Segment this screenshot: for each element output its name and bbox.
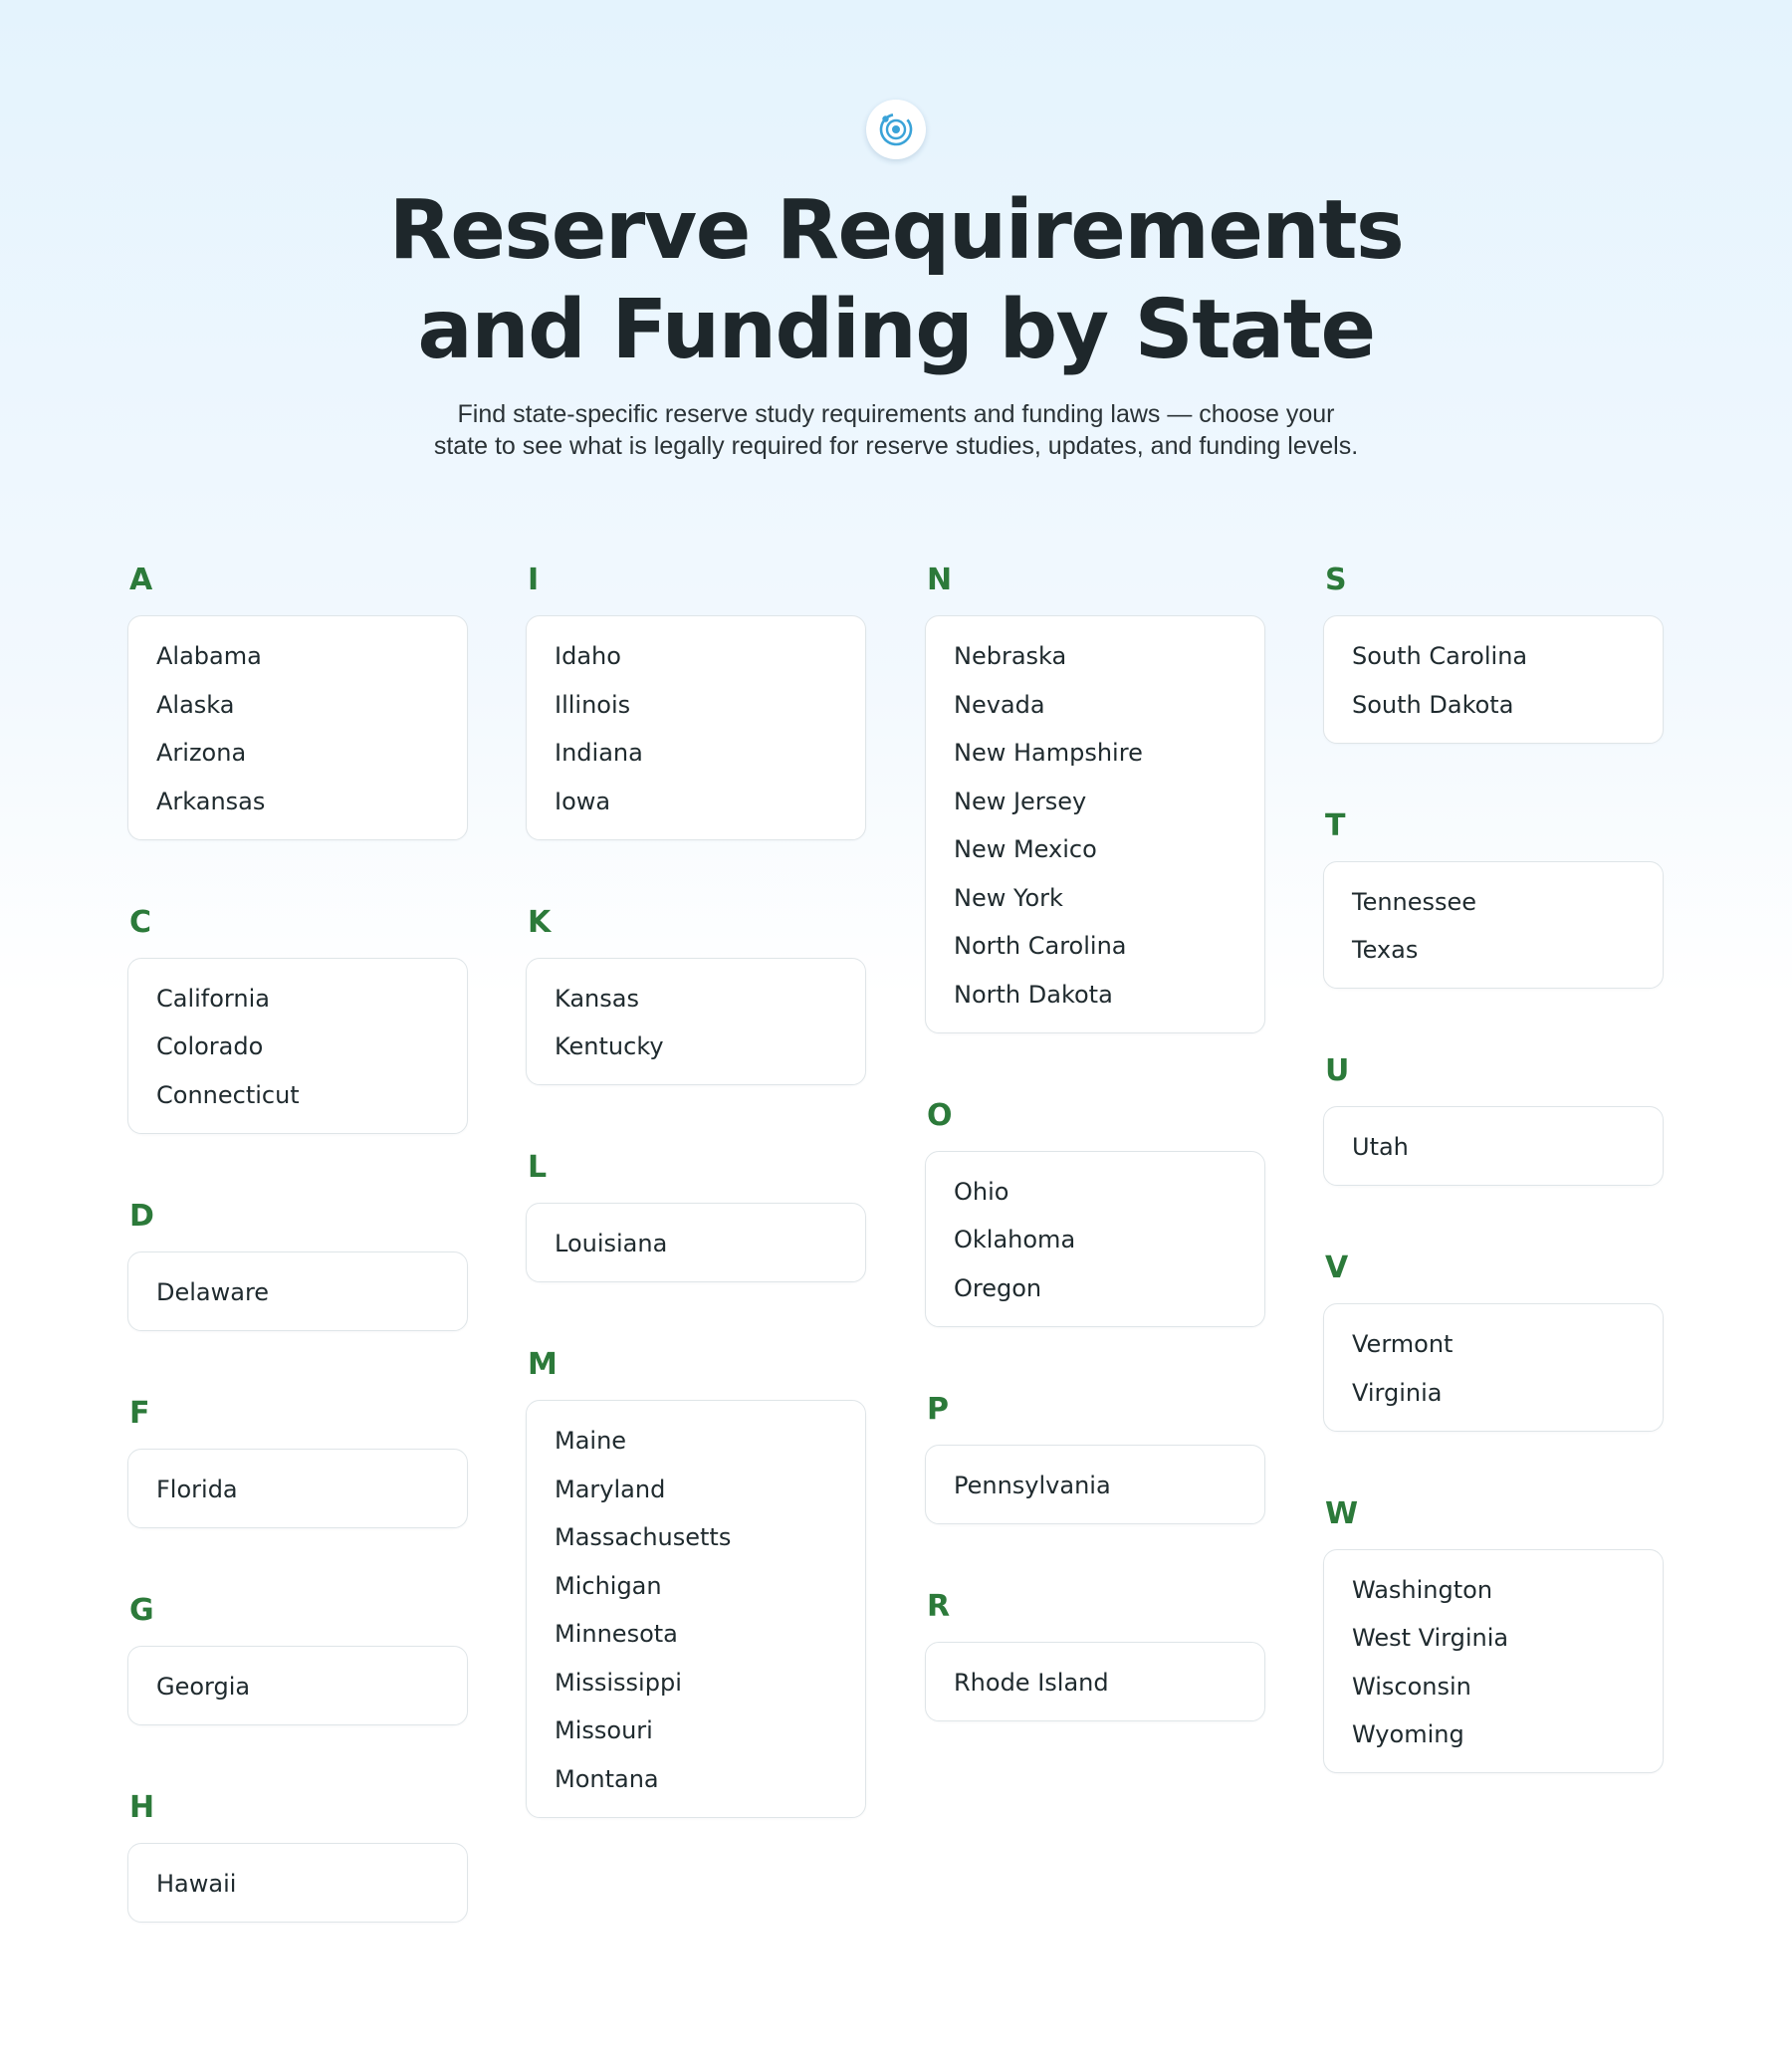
state-card xyxy=(1323,615,1664,744)
state-card xyxy=(1323,1106,1664,1186)
letter-heading: O xyxy=(927,1097,953,1133)
state-link[interactable]: Maryland xyxy=(555,1475,666,1503)
state-link[interactable]: New Jersey xyxy=(954,787,1087,815)
state-column-3 xyxy=(925,564,1265,1787)
state-link[interactable]: North Dakota xyxy=(954,980,1113,1009)
state-link[interactable]: Louisiana xyxy=(555,1230,668,1257)
state-link[interactable]: Virginia xyxy=(1352,1378,1443,1407)
state-link[interactable]: Connecticut xyxy=(156,1080,300,1109)
state-link[interactable]: Delaware xyxy=(156,1277,270,1306)
state-link[interactable]: Michigan xyxy=(555,1571,662,1600)
state-link[interactable]: Georgia xyxy=(156,1672,251,1701)
state-link[interactable]: New Hampshire xyxy=(954,739,1143,767)
state-link[interactable]: Mississippi xyxy=(555,1668,682,1697)
state-card xyxy=(526,1400,866,1818)
state-link[interactable]: Arizona xyxy=(156,739,247,767)
letter-heading: M xyxy=(528,1347,558,1382)
state-card xyxy=(127,1449,468,1528)
letter-group xyxy=(127,1397,468,1528)
state-card xyxy=(526,1203,866,1282)
state-link[interactable]: Minnesota xyxy=(555,1620,678,1648)
letter-heading: S xyxy=(1325,563,1347,597)
state-link[interactable]: Pennsylvania xyxy=(954,1471,1111,1499)
state-link[interactable]: Colorado xyxy=(156,1032,264,1060)
state-link[interactable]: Massachusetts xyxy=(555,1523,732,1551)
state-column-4 xyxy=(1323,564,1664,1839)
letter-group xyxy=(127,1594,468,1725)
state-link[interactable]: New Mexico xyxy=(954,835,1097,863)
state-link[interactable]: Vermont xyxy=(1352,1330,1454,1358)
letter-heading: U xyxy=(1325,1053,1350,1088)
letter-heading: T xyxy=(1325,807,1346,843)
letter-group xyxy=(526,564,866,840)
letter-heading: A xyxy=(129,563,153,597)
letter-group xyxy=(1323,809,1664,990)
letter-group xyxy=(526,1151,866,1282)
state-card xyxy=(925,615,1265,1033)
state-card xyxy=(127,1252,468,1331)
state-link[interactable]: South Dakota xyxy=(1352,690,1514,719)
state-column-2 xyxy=(526,564,866,1884)
state-card xyxy=(925,1151,1265,1327)
state-card xyxy=(526,615,866,840)
letter-group xyxy=(526,906,866,1086)
state-link[interactable]: Ohio xyxy=(954,1177,1009,1206)
state-link[interactable]: Utah xyxy=(1352,1133,1409,1161)
state-link[interactable]: Maine xyxy=(555,1427,627,1455)
state-link[interactable]: Kansas xyxy=(555,984,639,1013)
state-link[interactable]: Wisconsin xyxy=(1352,1672,1471,1701)
state-link[interactable]: Texas xyxy=(1352,936,1419,964)
letter-group xyxy=(127,906,468,1134)
letter-heading: K xyxy=(528,904,552,940)
state-card xyxy=(127,615,468,840)
brand-logo xyxy=(866,100,926,159)
state-card xyxy=(925,1445,1265,1524)
letter-group xyxy=(127,1200,468,1331)
state-card xyxy=(127,1843,468,1923)
state-link[interactable]: Alabama xyxy=(156,642,262,670)
letter-heading: I xyxy=(528,563,540,597)
state-link[interactable]: South Carolina xyxy=(1352,642,1528,670)
state-link[interactable]: Arkansas xyxy=(156,787,266,815)
state-column-1 xyxy=(127,564,468,1988)
state-link[interactable]: Idaho xyxy=(555,642,621,670)
state-link[interactable]: West Virginia xyxy=(1352,1624,1509,1652)
letter-group xyxy=(127,564,468,840)
letter-group xyxy=(925,1590,1265,1721)
state-card xyxy=(127,958,468,1134)
state-link[interactable]: Iowa xyxy=(555,787,611,815)
state-link[interactable]: North Carolina xyxy=(954,932,1127,960)
state-link[interactable]: Montana xyxy=(555,1764,659,1793)
state-link[interactable]: Oklahoma xyxy=(954,1226,1076,1253)
state-link[interactable]: New York xyxy=(954,883,1063,912)
state-link[interactable]: Oregon xyxy=(954,1273,1042,1302)
state-card xyxy=(526,958,866,1086)
target-orbit-icon xyxy=(875,109,917,150)
letter-heading: L xyxy=(528,1150,548,1185)
letter-group xyxy=(925,564,1265,1033)
state-card xyxy=(1323,1303,1664,1432)
state-link[interactable]: Tennessee xyxy=(1352,887,1477,916)
letter-heading: V xyxy=(1325,1251,1349,1285)
letter-group xyxy=(925,1099,1265,1327)
state-link[interactable]: Florida xyxy=(156,1475,238,1503)
letter-heading: D xyxy=(129,1198,154,1234)
letter-heading: F xyxy=(129,1395,150,1431)
letter-heading: C xyxy=(129,904,152,940)
letter-group xyxy=(1323,1252,1664,1432)
page-title-line-2: and Funding by State xyxy=(417,283,1375,377)
page-subtitle-line-2: state to see what is legally required for reserve studies, updates, and funding levels. xyxy=(433,432,1359,460)
state-card xyxy=(1323,1549,1664,1774)
state-link[interactable]: Illinois xyxy=(555,690,631,719)
letter-heading: R xyxy=(927,1588,951,1624)
state-link[interactable]: Wyoming xyxy=(1352,1720,1464,1748)
state-link[interactable]: Rhode Island xyxy=(954,1668,1109,1697)
letter-group xyxy=(925,1393,1265,1524)
letter-heading: W xyxy=(1325,1495,1359,1531)
state-link[interactable]: Hawaii xyxy=(156,1869,237,1898)
state-card xyxy=(1323,861,1664,990)
letter-heading: N xyxy=(927,563,953,597)
letter-group xyxy=(526,1348,866,1818)
state-link[interactable]: Indiana xyxy=(555,739,643,767)
letter-group xyxy=(1323,1497,1664,1774)
state-card xyxy=(925,1642,1265,1721)
state-link[interactable]: Washington xyxy=(1352,1575,1493,1604)
letter-group xyxy=(1323,564,1664,744)
state-link[interactable]: California xyxy=(156,984,270,1013)
letter-heading: G xyxy=(129,1592,154,1628)
letter-heading: H xyxy=(129,1789,155,1825)
letter-group xyxy=(1323,1054,1664,1186)
letter-heading: P xyxy=(927,1391,949,1427)
page-subtitle-line-1: Find state-specific reserve study requirements and funding laws — choose your xyxy=(457,400,1335,428)
letter-group xyxy=(127,1791,468,1923)
state-link[interactable]: Kentucky xyxy=(555,1032,664,1060)
state-link[interactable]: Nebraska xyxy=(954,642,1067,670)
page-subtitle xyxy=(348,398,1444,462)
page-title xyxy=(0,181,1792,380)
state-card xyxy=(127,1646,468,1725)
state-link[interactable]: Nevada xyxy=(954,690,1045,719)
state-link[interactable]: Alaska xyxy=(156,690,235,719)
state-link[interactable]: Missouri xyxy=(555,1716,653,1744)
page-title-line-1: Reserve Requirements xyxy=(388,183,1404,278)
